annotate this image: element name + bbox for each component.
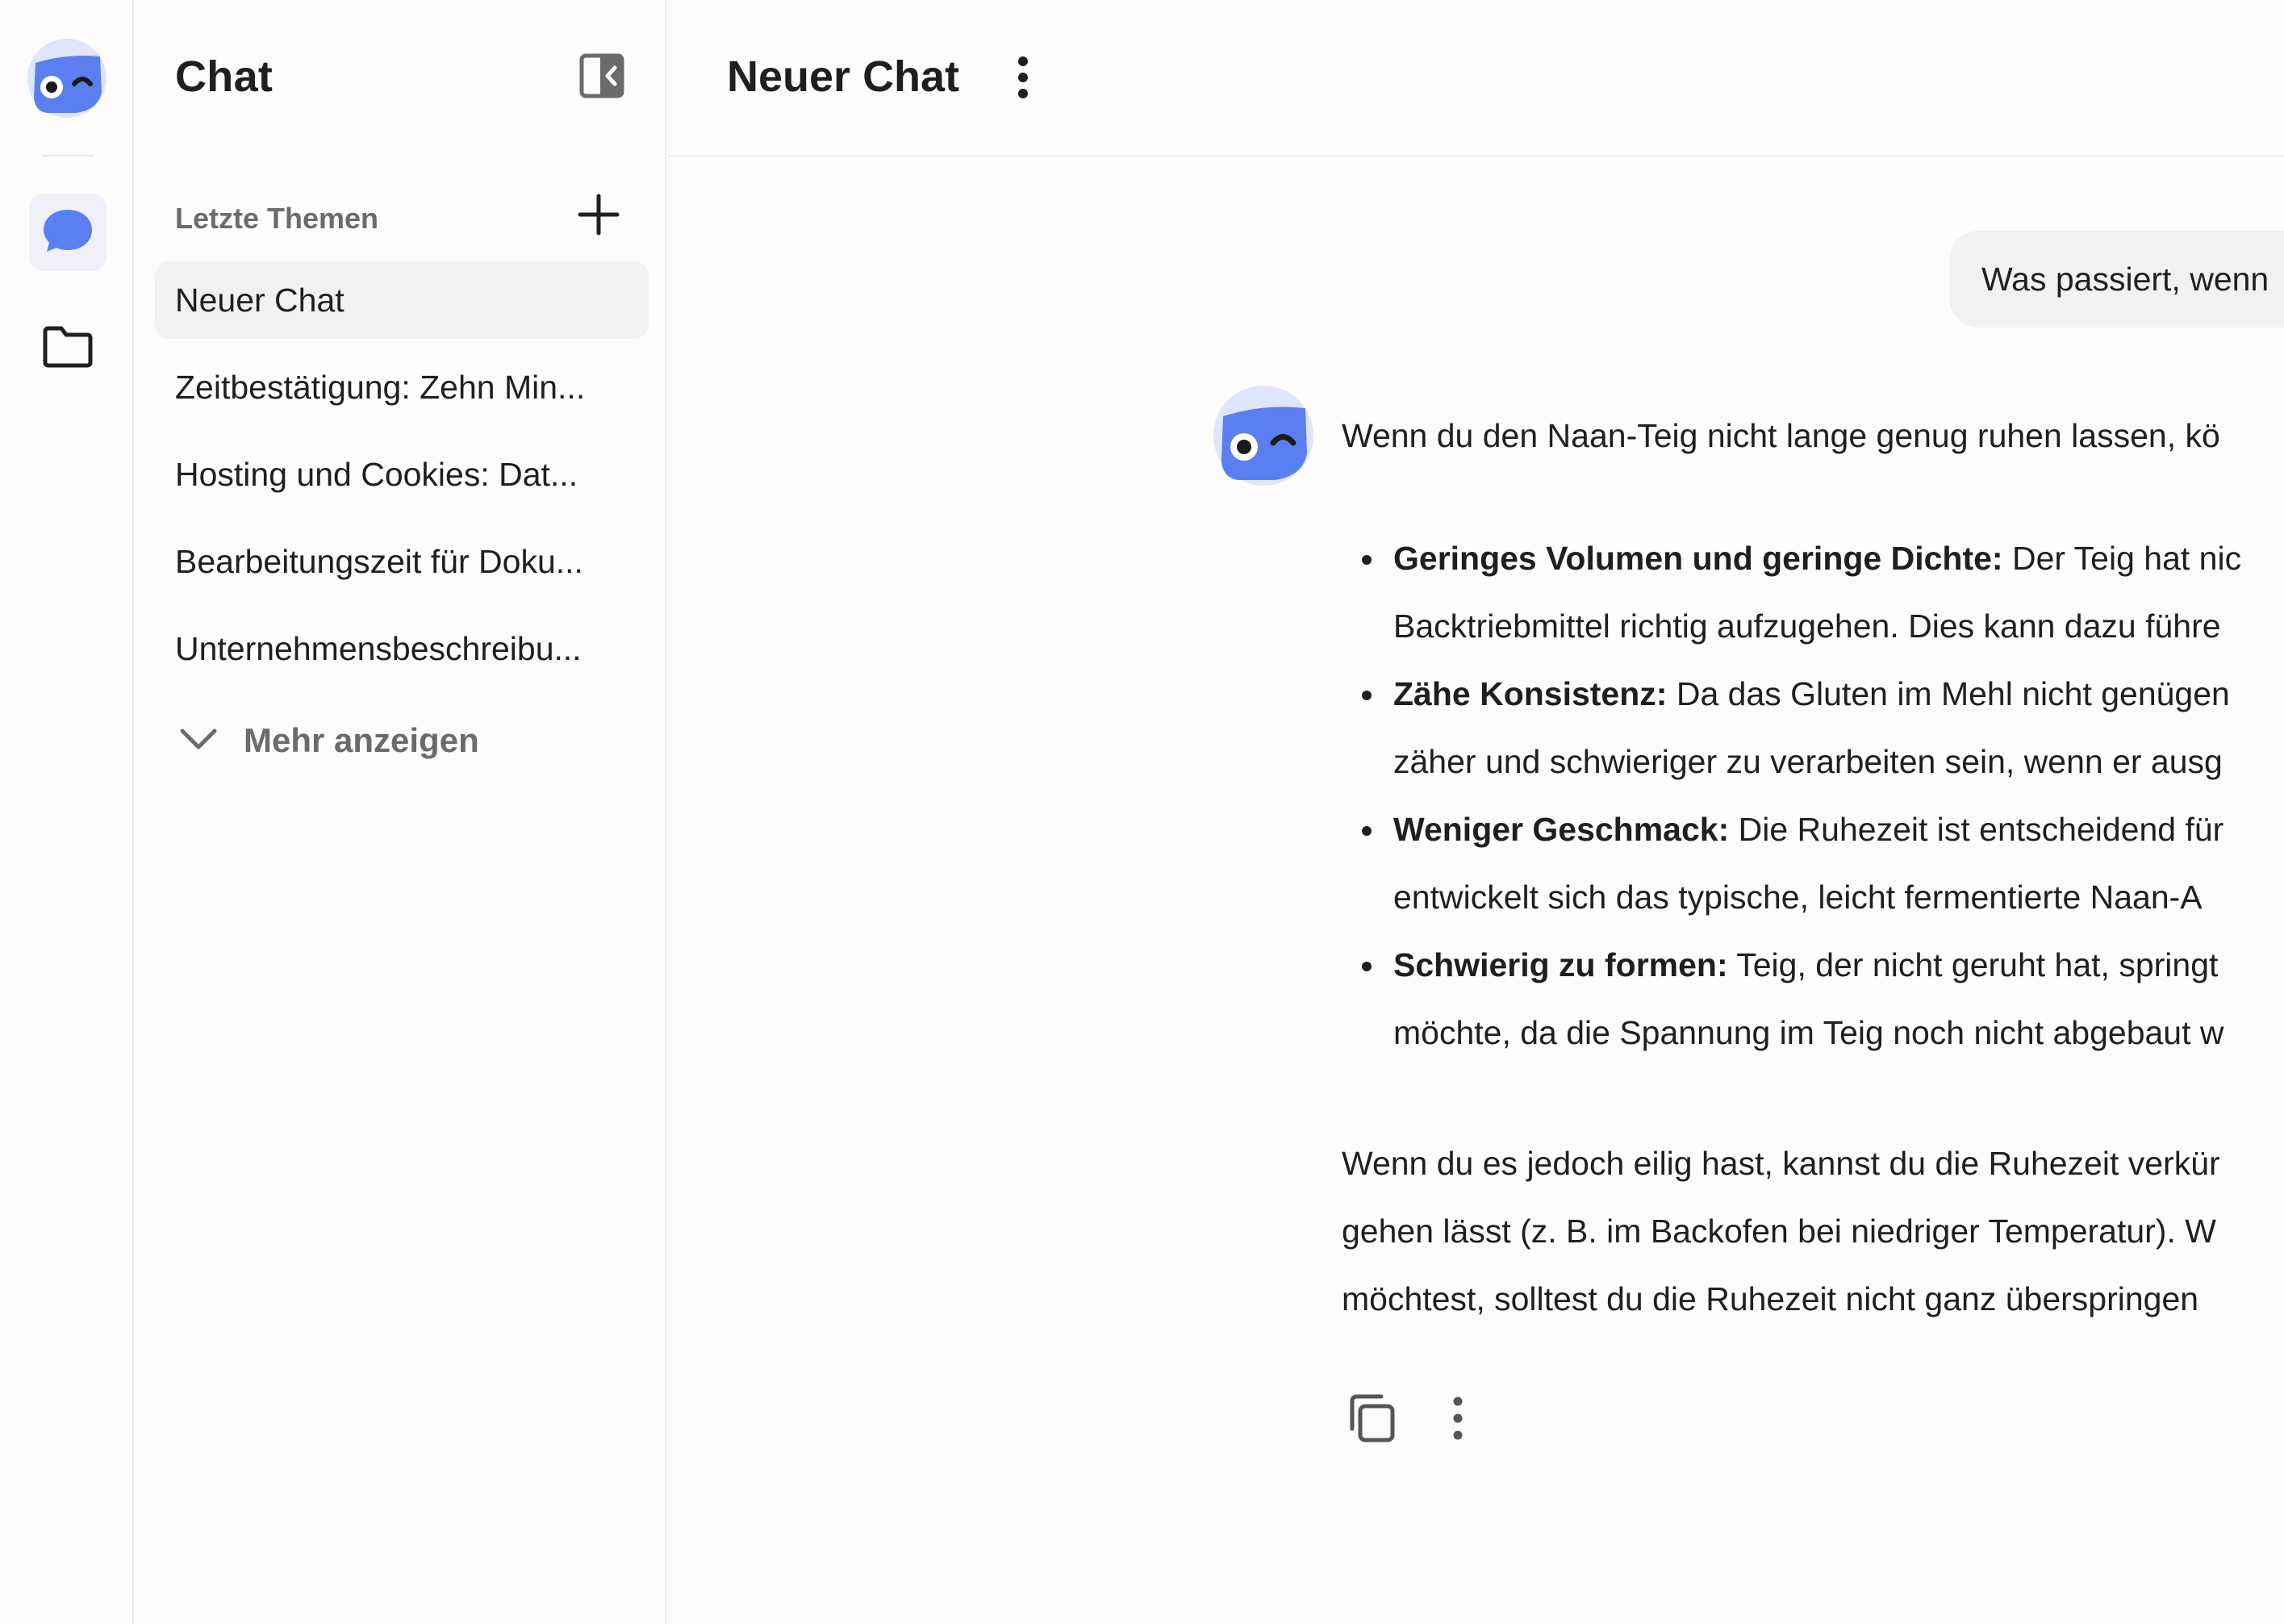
bullet-item: [1358, 795, 2241, 931]
chat-history-list: [155, 261, 649, 697]
sidebar-collapse-icon: [579, 53, 624, 102]
chat-history-item[interactable]: Hosting und Cookies: Dat...: [175, 456, 578, 493]
show-more-button[interactable]: [179, 715, 479, 766]
user-message-bubble: Was passiert, wenn: [1949, 231, 2284, 328]
more-vertical-icon: [1452, 1396, 1464, 1445]
assistant-message: [1342, 410, 2284, 1317]
plus-icon: [578, 194, 620, 240]
bullet-item: [1358, 660, 2241, 795]
bullet-continuation: entwickelt sich das typische, leicht fermentierte Naan-A: [1393, 879, 2203, 916]
chat-sidebar: [134, 0, 666, 1624]
folder-icon: [42, 325, 94, 373]
chat-history-item[interactable]: Unternehmensbeschreibu...: [175, 630, 582, 667]
assistant-intro-text: Wenn du den Naan-Teig nicht lange genug ruhen lassen, kö: [1342, 417, 2220, 454]
assistant-avatar-icon: [1213, 386, 1313, 486]
bullet-continuation: zäher und schwieriger zu verarbeiten sein, wenn er ausg: [1393, 743, 2223, 780]
copy-icon: [1344, 1392, 1397, 1449]
assistant-outro: [1342, 1129, 2220, 1333]
bullet-item: [1358, 524, 2241, 660]
sidebar-title: Chat: [175, 52, 273, 101]
copy-button[interactable]: [1342, 1391, 1400, 1449]
assistant-outro-line: gehen lässt (z. B. im Backofen bei niedriger Temperatur). W: [1342, 1213, 2216, 1250]
recent-topics-label: Letzte Themen: [175, 202, 379, 235]
chevron-down-icon: [179, 726, 218, 756]
chat-history-item[interactable]: Zeitbestätigung: Zehn Min...: [175, 369, 586, 406]
bullet-text: Da das Gluten im Mehl nicht genügen: [1667, 675, 2230, 712]
bullet-heading: Geringes Volumen und geringe Dichte:: [1393, 540, 2003, 577]
show-more-label: Mehr anzeigen: [244, 721, 479, 759]
new-chat-button[interactable]: [573, 190, 624, 242]
more-vertical-icon: [1017, 55, 1029, 104]
collapse-sidebar-button[interactable]: [576, 52, 628, 103]
assistant-outro-line: möchtest, solltest du die Ruhezeit nicht ganz überspringen: [1342, 1280, 2199, 1317]
message-options-button[interactable]: [1429, 1391, 1487, 1449]
chat-history-item[interactable]: Neuer Chat: [155, 261, 649, 339]
bullet-heading: Schwierig zu formen:: [1393, 946, 1728, 983]
chat-options-button[interactable]: [1004, 50, 1042, 108]
chat-title: Neuer Chat: [727, 52, 960, 101]
bullet-text: Teig, der nicht geruht hat, springt: [1727, 946, 2219, 983]
bullet-continuation: Backtriebmittel richtig aufzugehen. Dies kann dazu führe: [1393, 607, 2221, 645]
chat-header: [668, 0, 2284, 157]
bullet-text: Der Teig hat nic: [2002, 540, 2242, 577]
rail-item-chat[interactable]: [29, 194, 106, 271]
bullet-text: Die Ruhezeit ist entscheidend für: [1729, 811, 2224, 848]
chat-bubble-icon: [42, 207, 94, 259]
rail-item-files[interactable]: [29, 310, 106, 387]
bullet-continuation: möchte, da die Spannung im Teig noch nicht abgebaut w: [1393, 1014, 2224, 1051]
assistant-outro-line: Wenn du es jedoch eilig hast, kannst du die Ruhezeit verkür: [1342, 1145, 2220, 1182]
chat-history-item[interactable]: Bearbeitungszeit für Doku...: [175, 543, 583, 580]
rail-divider: [42, 155, 94, 157]
icon-rail: [0, 0, 134, 1624]
mascot-logo-icon[interactable]: [27, 39, 106, 118]
bullet-item: [1358, 931, 2241, 1067]
chat-main: [668, 0, 2284, 1624]
bullet-heading: Weniger Geschmack:: [1393, 811, 1730, 848]
assistant-bullet-list: [1358, 524, 2241, 1067]
message-actions: [1342, 1388, 1516, 1452]
bullet-heading: Zähe Konsistenz:: [1393, 675, 1668, 712]
